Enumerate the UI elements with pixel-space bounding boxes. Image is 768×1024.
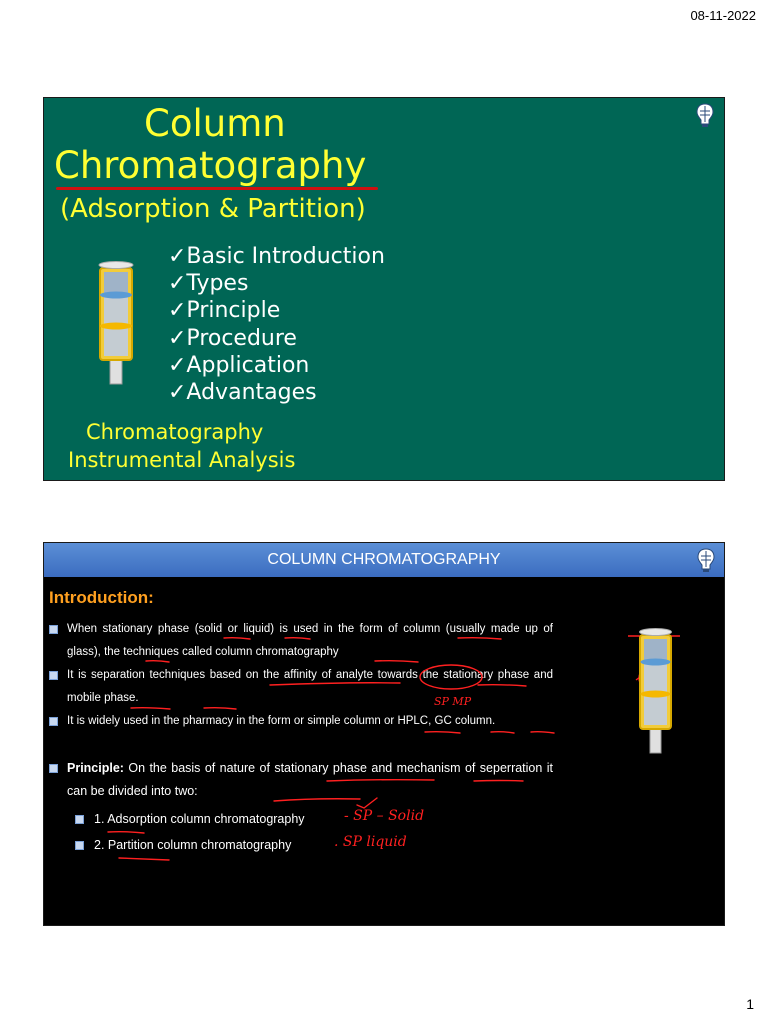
- slide-header: COLUMN CHROMATOGRAPHY: [44, 543, 724, 577]
- topic-item: ✓Basic Introduction: [168, 244, 385, 269]
- topic-item: ✓Principle: [168, 298, 281, 324]
- adsorption-note: - SP – Solid: [344, 808, 425, 824]
- section-heading: Introduction:: [49, 588, 154, 607]
- topic-item: ✓Application: [168, 352, 310, 378]
- page-number: 1: [746, 996, 754, 1012]
- principle-label: Principle:: [67, 761, 124, 775]
- bullet-text: When stationary phase (solid or liquid) is used in the form of column (usually made up of glass), the techniques called column chromatography: [67, 623, 553, 658]
- bullet-text: It is widely used in the pharmacy in the form or simple column or HPLC, GC column.: [67, 715, 496, 727]
- title-slide: [43, 97, 725, 481]
- sp-mp-label: SP MP: [434, 695, 472, 708]
- slide-title-line2: Chromatography: [54, 144, 367, 187]
- topic-item: ✓Procedure: [168, 325, 297, 351]
- principle-text: On the basis of nature of stationary phase and mechanism of seperration it can be divided into two:: [67, 761, 553, 798]
- type-item: 1. Adsorption column chromatography: [94, 812, 305, 826]
- slide-subtitle: (Adsorption & Partition): [60, 194, 366, 224]
- handwritten-underlines: [44, 543, 726, 927]
- brain-logo-icon: [693, 101, 717, 129]
- footer-line1: Chromatography: [86, 420, 264, 444]
- slide-title-line1: Column: [144, 102, 286, 145]
- column-illustration: [636, 627, 676, 757]
- topic-list: [168, 243, 385, 406]
- footer-line2: Instrumental Analysis: [68, 448, 296, 472]
- intro-slide: [43, 542, 725, 926]
- bullet-text: It is separation techniques based on the affinity of analyte towards the stationary phase and mobile phase.: [67, 669, 553, 704]
- topic-item: ✓Advantages: [168, 380, 317, 406]
- column-illustration: [96, 260, 138, 388]
- title-underline: [56, 187, 378, 190]
- type-item: 2. Partition column chromatography: [94, 838, 292, 852]
- topic-item: ✓Types: [168, 271, 249, 297]
- date-label: 08-11-2022: [690, 8, 756, 23]
- partition-note: . SP liquid: [334, 834, 407, 850]
